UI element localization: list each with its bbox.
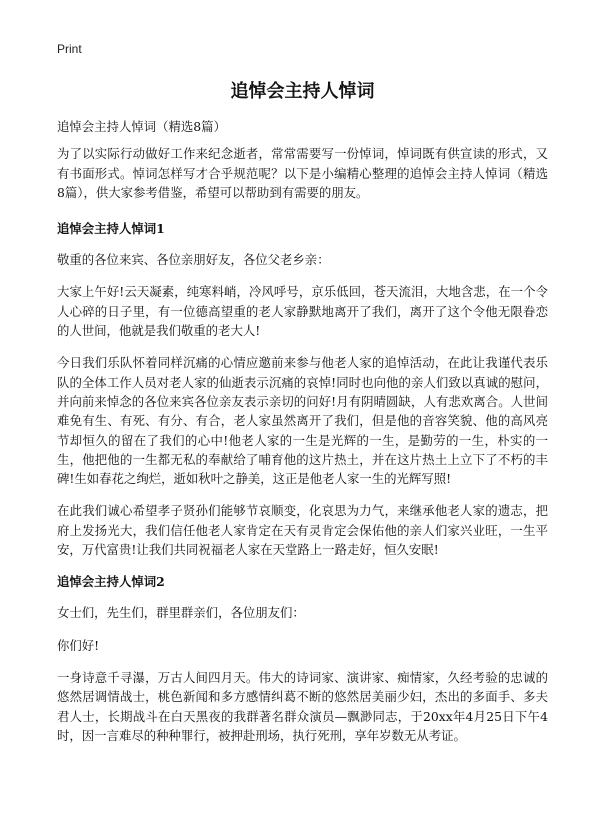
section-heading: 追悼会主持人悼词2: [57, 574, 165, 590]
paragraph: 大家上午好!云天凝素，纯寒料峭，冷风呼号，京乐低回，苍天流泪，大地含悲，在一个令人心碎的日子里，有一位德高望重的老人家静默地离开了我们，离开了这个令他无限眷恋的人世间，他就是我们敬重的老大人!: [57, 284, 548, 339]
paragraph: 敬重的各位来宾、各位亲朋好友，各位父老乡亲：: [57, 252, 330, 268]
paragraph: 女士们，先生们，群里群亲们，各位朋友们：: [57, 605, 305, 621]
document-subtitle: 追悼会主持人悼词（精选8篇）: [57, 119, 226, 134]
page-title: 追悼会主持人悼词: [230, 81, 375, 102]
section-2: [57, 572, 548, 745]
paragraph: 你们好!: [57, 637, 100, 653]
intro-paragraph: 为了以实际行动做好工作来纪念逝者，常常需要写一份悼词，悼词既有供宣读的形式，又有书面形式。悼词怎样写才合乎规范呢？以下是小编精心整理的追悼会主持人悼词（精选8篇），供大家参考借鉴，希望可以帮助到有需要的朋友。: [57, 146, 548, 200]
paragraph: 一身诗意千寻瀑，万古人间四月天。伟大的诗词家、演讲家、痴情家，久经考验的忠诚的悠然居调情战士，桃色新闻和多方感情纠葛不断的悠然居美丽少妇，杰出的多面手、多夫君人士，长期战斗在白天黑夜的我群著名群众演员—飘渺同志，于20xx年4月25日下午4时，因一言难尽的种种罪行，被押赴刑场，执行死刑，享年岁数无从考证。: [57, 669, 548, 743]
paragraph: 在此我们诚心希望孝子贤孙们能够节哀顺变，化哀思为力气，来继承他老人家的遗志，把府上发扬光大，我们信任他老人家肯定在天有灵肯定会保佑他的亲人们家兴业旺，一生平安，万代富贵!让我们共同祝福老人家在天堂路上一路走好，恒久安眠!: [57, 503, 548, 558]
print-link[interactable]: Print: [57, 42, 82, 56]
paragraph: 今日我们乐队怀着同样沉痛的心情应邀前来参与他老人家的追悼活动，在此让我谨代表乐队的全体工作人员对老人家的仙逝表示沉痛的哀悼!同时也向他的亲人们致以真诚的慰问，并向前来悼念的各位来宾各位亲友表示亲切的问好!月有阴晴圆缺，人有悲欢离合。人世间难免有生、有死、有分、有合，老人家虽然离开了我们，但是他的音容笑貌、他的高风亮节却恒久的留在了我们的心中!他老人家的一生是光辉的一生，是勤劳的一生，朴实的一生，他把他的一生都无私的奉献给了哺育他的这片热土，并在这片热土上立下了不朽的丰碑!生如春花之绚烂，逝如秋叶之静美，这正是他老人家一生的光辉写照!: [57, 355, 548, 487]
section-heading: 追悼会主持人悼词1: [57, 221, 165, 237]
section-1: [57, 219, 548, 559]
